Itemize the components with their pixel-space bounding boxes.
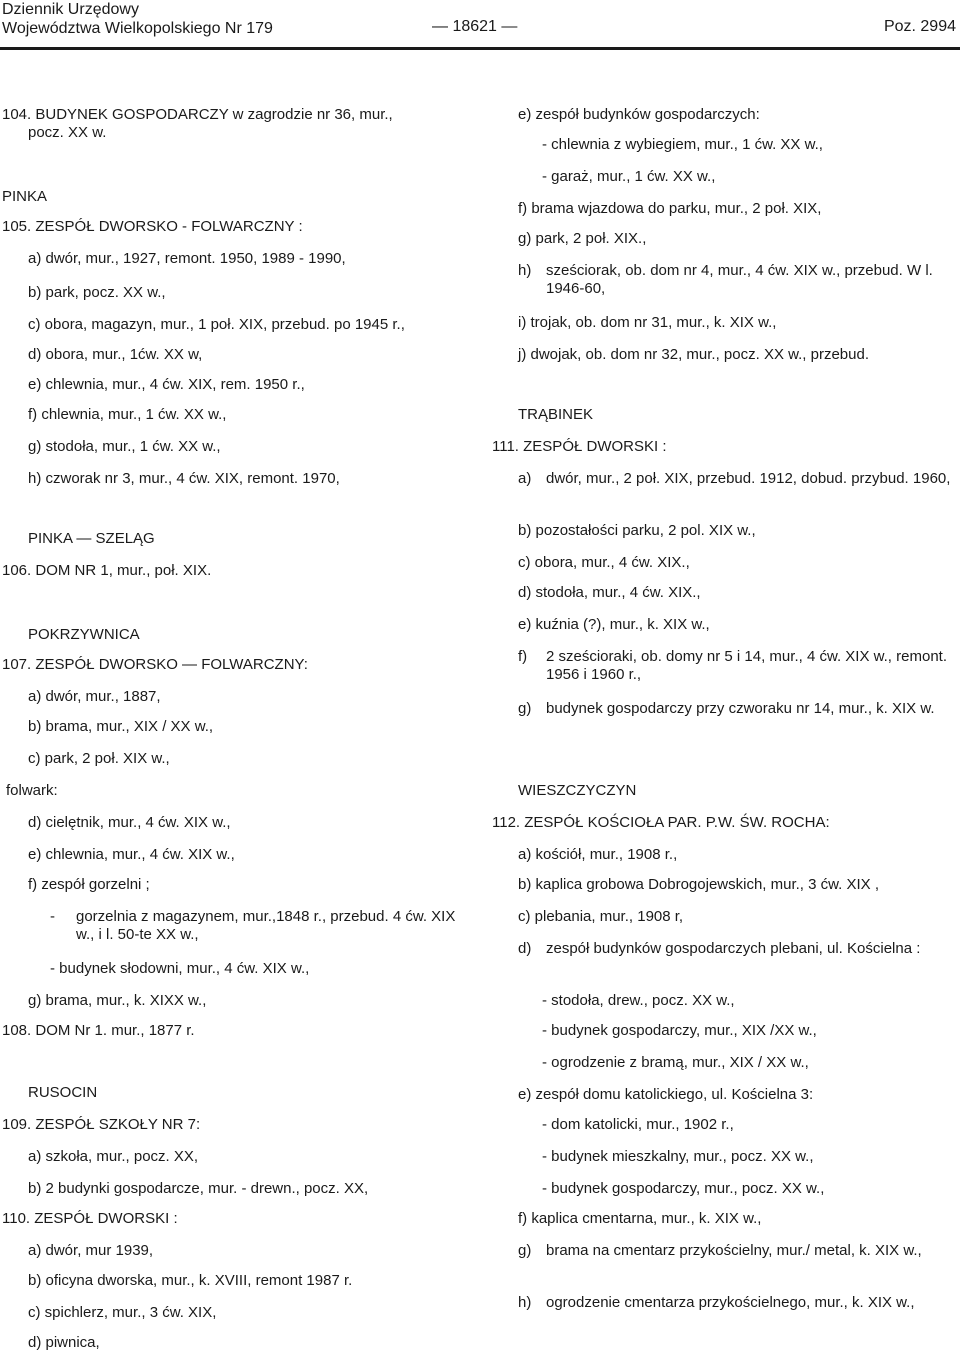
list-item: j) dwojak, ob. dom nr 32, mur., pocz. XX w., przebud. bbox=[518, 346, 869, 363]
section-heading-wieszczyczyn: WIESZCZYCZYN bbox=[518, 782, 637, 799]
header-divider bbox=[0, 47, 960, 50]
list-item: c) spichlerz, mur., 3 ćw. XIX, bbox=[28, 1304, 217, 1321]
publication-line-1: Dziennik Urzędowy bbox=[2, 1, 139, 18]
list-item: g) park, 2 poł. XIX., bbox=[518, 230, 647, 247]
list-item: b) pozostałości parku, 2 pol. XIX w., bbox=[518, 522, 756, 539]
list-item: f) zespół gorzelni ; bbox=[28, 876, 150, 893]
section-heading-pokrzywnica: POKRZYWNICA bbox=[28, 626, 140, 643]
section-heading-pinka-szelag: PINKA — SZELĄG bbox=[28, 530, 155, 547]
sub-list-item: - budynek gospodarczy, mur., XIX /XX w., bbox=[542, 1022, 817, 1039]
list-item: e) kuźnia (?), mur., k. XIX w., bbox=[518, 616, 710, 633]
list-item: d) piwnica, bbox=[28, 1334, 100, 1351]
list-item: f) kaplica cmentarna, mur., k. XIX w., bbox=[518, 1210, 762, 1227]
section-heading-pinka: PINKA bbox=[2, 188, 48, 205]
position-number: Poz. 2994 bbox=[883, 18, 956, 35]
entry-111: 111. ZESPÓŁ DWORSKI : bbox=[492, 438, 667, 455]
list-item: a) dwór, mur., 1927, remont. 1950, 1989 - 1990, bbox=[28, 250, 346, 267]
list-item: h) czworak nr 3, mur., 4 ćw. XIX, remont. 1970, bbox=[28, 470, 340, 487]
sub-list-item: - stodoła, drew., pocz. XX w., bbox=[542, 992, 735, 1009]
page-header bbox=[0, 0, 960, 50]
sub-list-item: - dom katolicki, mur., 1902 r., bbox=[542, 1116, 734, 1133]
list-item: d) stodoła, mur., 4 ćw. XIX., bbox=[518, 584, 701, 601]
entry-110: 110. ZESPÓŁ DWORSKI : bbox=[2, 1210, 178, 1227]
sub-list-item: - chlewnia z wybiegiem, mur., 1 ćw. XX w., bbox=[542, 136, 823, 153]
list-item: c) plebania, mur., 1908 r, bbox=[518, 908, 684, 925]
sub-list-item: - ogrodzenie z bramą, mur., XIX / XX w., bbox=[542, 1054, 809, 1071]
sub-list-item: - budynek gospodarczy, mur., pocz. XX w., bbox=[542, 1180, 825, 1197]
list-item: c) obora, magazyn, mur., 1 poł. XIX, przebud. po 1945 r., bbox=[28, 316, 405, 333]
list-item: e) zespół budynków gospodarczych: bbox=[518, 106, 760, 123]
sub-list-item: - budynek słodowni, mur., 4 ćw. XIX w., bbox=[50, 960, 310, 977]
entry-108: 108. DOM Nr 1. mur., 1877 r. bbox=[2, 1022, 195, 1039]
sub-list-item: - budynek mieszkalny, mur., pocz. XX w., bbox=[542, 1148, 814, 1165]
list-item: b) brama, mur., XIX / XX w., bbox=[28, 718, 214, 735]
subheading-folwark: folwark: bbox=[6, 782, 58, 799]
entry-104: 104. BUDYNEK GOSPODARCZY w zagrodzie nr 36, mur., bbox=[2, 106, 393, 123]
list-item: a) szkoła, mur., pocz. XX, bbox=[28, 1148, 199, 1165]
list-item: c) obora, mur., 4 ćw. XIX., bbox=[518, 554, 690, 571]
publication-line-2: Województwa Wielkopolskiego Nr 179 bbox=[2, 20, 273, 37]
entry-104-cont: pocz. XX w. bbox=[28, 124, 107, 141]
entry-109: 109. ZESPÓŁ SZKOŁY NR 7: bbox=[2, 1116, 201, 1133]
list-item: f) chlewnia, mur., 1 ćw. XX w., bbox=[28, 406, 227, 423]
list-item: b) park, pocz. XX w., bbox=[28, 284, 166, 301]
list-item: d) cielętnik, mur., 4 ćw. XIX w., bbox=[28, 814, 231, 831]
list-item: a) kościół, mur., 1908 r., bbox=[518, 846, 678, 863]
section-heading-rusocin: RUSOCIN bbox=[28, 1084, 98, 1101]
list-item: g) stodoła, mur., 1 ćw. XX w., bbox=[28, 438, 221, 455]
list-item: b) 2 budynki gospodarcze, mur. - drewn., pocz. XX, bbox=[28, 1180, 369, 1197]
list-item: a) dwór, mur 1939, bbox=[28, 1242, 154, 1259]
entry-112: 112. ZESPÓŁ KOŚCIOŁA PAR. P.W. ŚW. ROCHA: bbox=[492, 814, 830, 831]
publication-title bbox=[2, 0, 273, 38]
list-item: g) brama, mur., k. XIXX w., bbox=[28, 992, 207, 1009]
list-item: e) chlewnia, mur., 4 ćw. XIX, rem. 1950 r., bbox=[28, 376, 305, 393]
list-item: b) kaplica grobowa Dobrogojewskich, mur., 3 ćw. XIX , bbox=[518, 876, 879, 893]
list-item: i) trojak, ob. dom nr 31, mur., k. XIX w., bbox=[518, 314, 777, 331]
list-item: c) park, 2 poł. XIX w., bbox=[28, 750, 170, 767]
entry-107: 107. ZESPÓŁ DWORSKO — FOLWARCZNY: bbox=[2, 656, 308, 673]
entry-105: 105. ZESPÓŁ DWORSKO - FOLWARCZNY : bbox=[2, 218, 303, 235]
list-item: e) chlewnia, mur., 4 ćw. XIX w., bbox=[28, 846, 235, 863]
page-number: — 18621 — bbox=[432, 18, 518, 35]
list-item: d) obora, mur., 1ćw. XX w, bbox=[28, 346, 203, 363]
list-item: e) zespół domu katolickiego, ul. Kościelna 3: bbox=[518, 1086, 814, 1103]
list-item: a) dwór, mur., 1887, bbox=[28, 688, 161, 705]
list-item: b) oficyna dworska, mur., k. XVIII, remont 1987 r. bbox=[28, 1272, 353, 1289]
list-item: f) brama wjazdowa do parku, mur., 2 poł. XIX, bbox=[518, 200, 822, 217]
section-heading-trabinek: TRĄBINEK bbox=[518, 406, 594, 423]
entry-106: 106. DOM NR 1, mur., poł. XIX. bbox=[2, 562, 212, 579]
sub-list-item: - garaż, mur., 1 ćw. XX w., bbox=[542, 168, 716, 185]
